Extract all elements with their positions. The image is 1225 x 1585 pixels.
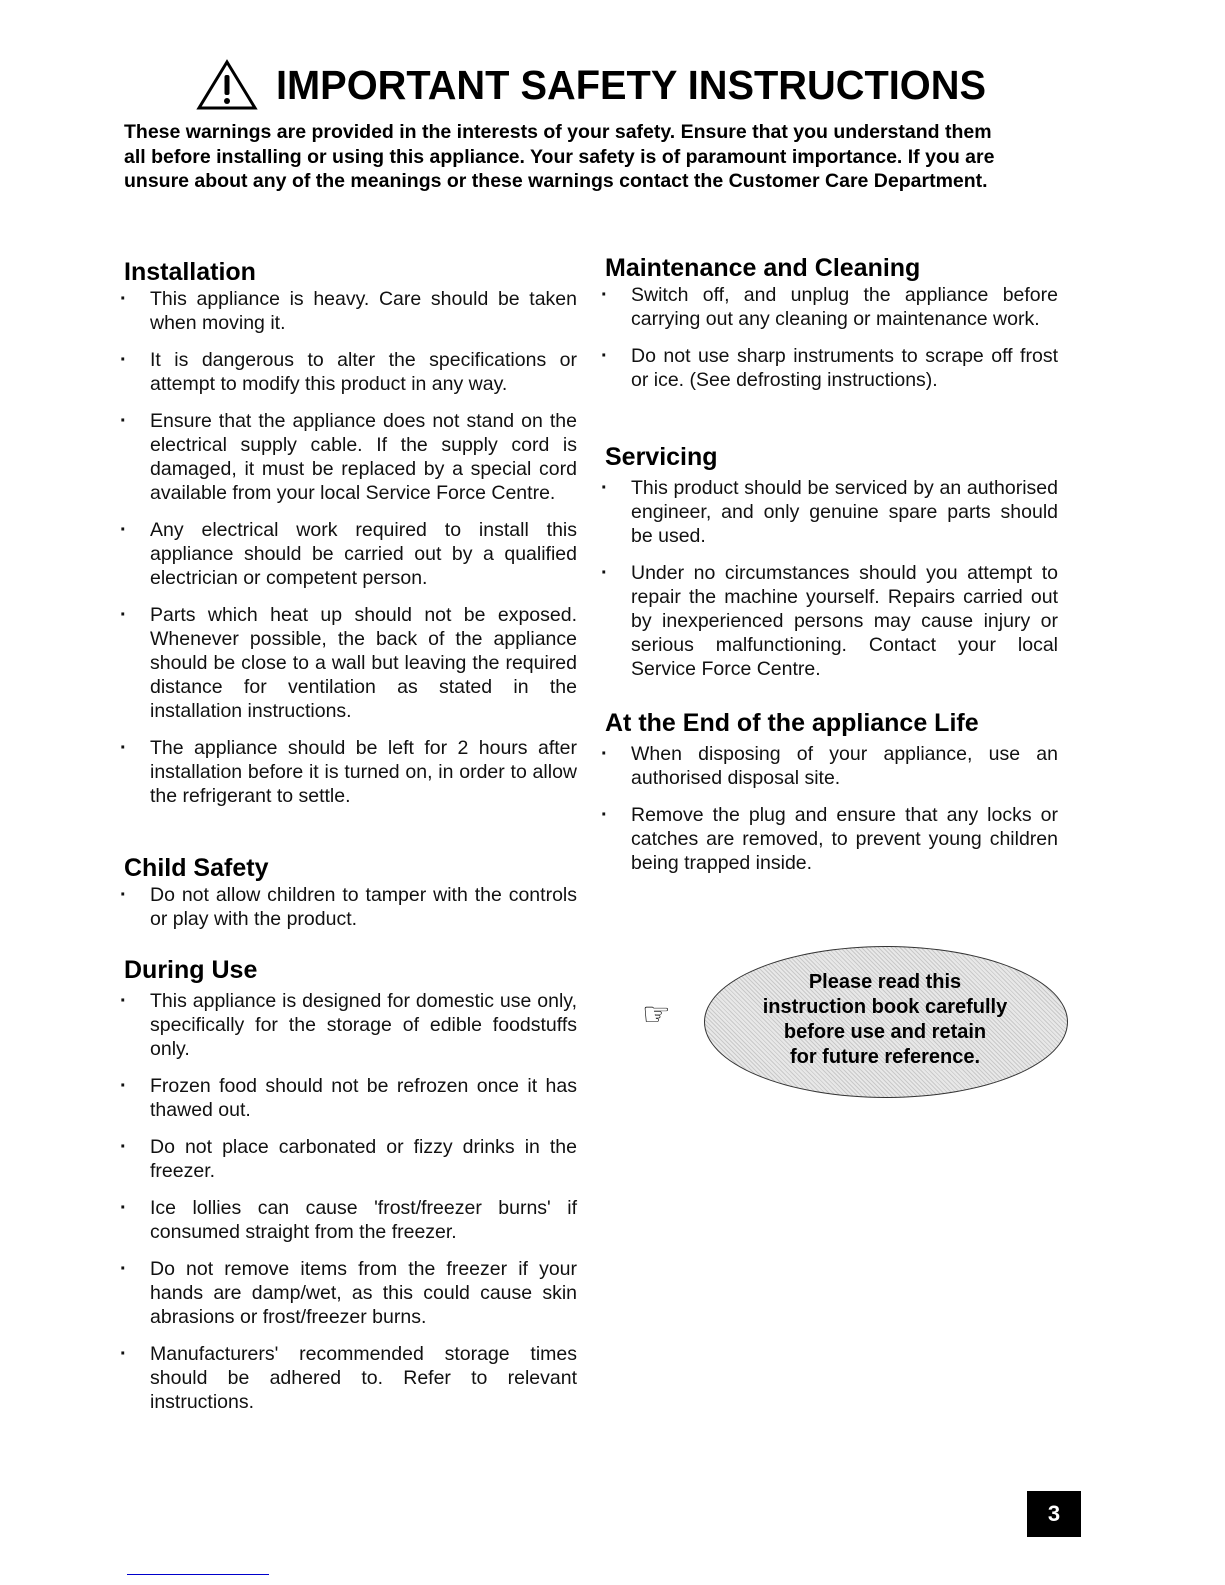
page-number: 3	[1027, 1491, 1081, 1537]
section-heading: During Use	[124, 956, 258, 984]
list-item: · Under no circumstances should you attempt to repair the machine yourself. Repairs carried out by inexperienced persons may cause injury or serious malfunctioning. Contact your local Service Force Centre.	[605, 561, 1058, 681]
list-item: · Do not use sharp instruments to scrape off frost or ice. (See defrosting instructions).	[605, 344, 1058, 392]
section-heading: Installation	[124, 258, 256, 286]
list-item: · Manufacturers' recommended storage times should be adhered to. Refer to relevant instructions.	[124, 1342, 577, 1414]
section-installation	[124, 257, 577, 821]
list-item: · Do not allow children to tamper with the controls or play with the product.	[124, 883, 577, 931]
callout-line: for future reference.	[789, 1046, 981, 1068]
intro-line: all before installing or using this appliance. Your safety is of paramount importance. If you are	[124, 145, 995, 168]
bullet-list	[124, 287, 577, 808]
intro-line: unsure about any of the meanings or these warnings contact the Customer Care Department.	[124, 170, 988, 192]
section-heading: At the End of the appliance Life	[605, 709, 979, 737]
section-servicing	[605, 442, 1058, 694]
section-during-use	[124, 955, 577, 1427]
list-item: · Switch off, and unplug the appliance before carrying out any cleaning or maintenance work.	[605, 283, 1058, 331]
list-item: · This product should be serviced by an authorised engineer, and only genuine spare parts should be used.	[605, 476, 1058, 548]
pointing-hand-icon: ☞	[642, 996, 671, 1032]
page-header	[196, 58, 1008, 112]
page-title: IMPORTANT SAFETY INSTRUCTIONS	[276, 61, 986, 108]
read-instructions-callout	[640, 942, 1070, 1102]
bullet-list	[605, 476, 1058, 681]
bullet-list	[124, 883, 577, 931]
list-item: · When disposing of your appliance, use an authorised disposal site.	[605, 742, 1058, 790]
callout-line: Please read this	[808, 971, 962, 993]
callout-line: instruction book carefully	[762, 996, 1008, 1018]
section-end-of-life	[605, 708, 1058, 888]
list-item: · Any electrical work required to install this appliance should be carried out by a qualified electrician or competent person.	[124, 518, 577, 590]
list-item: · The appliance should be left for 2 hours after installation before it is turned on, in order to allow the refrigerant to settle.	[124, 736, 577, 808]
warning-triangle-icon	[196, 59, 258, 111]
section-heading: Servicing	[605, 443, 718, 471]
callout-text	[704, 970, 1066, 1070]
section-heading: Child Safety	[124, 854, 269, 882]
list-item: · Ice lollies can cause 'frost/freezer burns' if consumed straight from the freezer.	[124, 1196, 577, 1244]
footnote-rule	[127, 1574, 269, 1575]
list-item: · Ensure that the appliance does not stand on the electrical supply cable. If the supply cord is damaged, it must be replaced by a special cord available from your local Service Force Centre.	[124, 409, 577, 505]
bullet-list	[605, 742, 1058, 875]
list-item: · Do not place carbonated or fizzy drinks in the freezer.	[124, 1135, 577, 1183]
section-maintenance	[605, 253, 1058, 405]
intro-paragraph	[124, 120, 1064, 194]
bullet-list	[605, 283, 1058, 392]
list-item: · This appliance is heavy. Care should be taken when moving it.	[124, 287, 577, 335]
list-item: · Do not remove items from the freezer if your hands are damp/wet, as this could cause skin abrasions or frost/freezer burns.	[124, 1257, 577, 1329]
list-item: · Parts which heat up should not be exposed. Whenever possible, the back of the appliance should be close to a wall but leaving the required distance for ventilation as stated in the installation instructions.	[124, 603, 577, 723]
bullet-list	[124, 989, 577, 1414]
list-item: · This appliance is designed for domestic use only, specifically for the storage of edible foodstuffs only.	[124, 989, 577, 1061]
list-item: · Remove the plug and ensure that any locks or catches are removed, to prevent young children being trapped inside.	[605, 803, 1058, 875]
intro-line: These warnings are provided in the interests of your safety. Ensure that you understand them	[124, 121, 992, 143]
callout-line: before use and retain	[783, 1021, 987, 1043]
section-heading: Maintenance and Cleaning	[605, 254, 921, 282]
list-item: · It is dangerous to alter the specifications or attempt to modify this product in any way.	[124, 348, 577, 396]
section-child-safety	[124, 853, 577, 944]
list-item: · Frozen food should not be refrozen once it has thawed out.	[124, 1074, 577, 1122]
